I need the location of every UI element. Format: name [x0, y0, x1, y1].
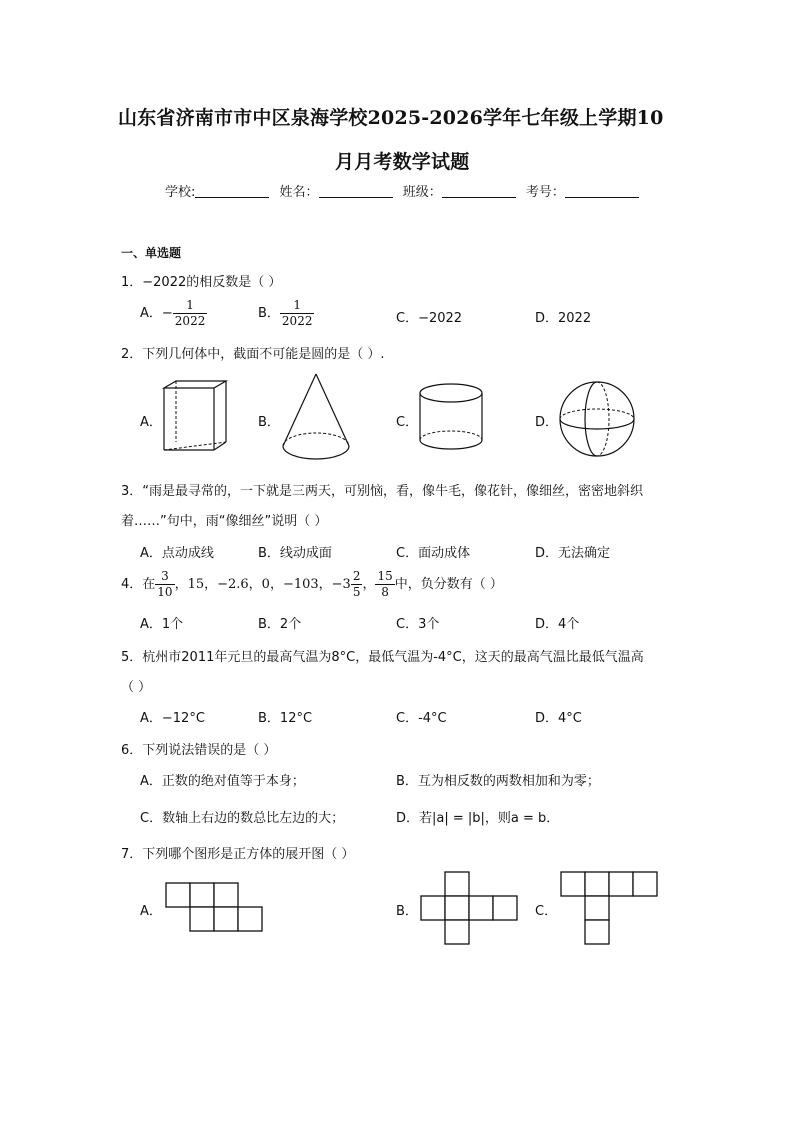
student-info-line: [165, 181, 645, 200]
cube-net-b-icon: [421, 872, 521, 946]
question-6-option-a[interactable]: A．正数的绝对值等于本身；: [140, 774, 305, 789]
fraction: $\frac{1}{2022}$: [281, 298, 313, 328]
question-1-option-c[interactable]: C．−2022: [396, 311, 463, 326]
question-2-option-b-label[interactable]: B．: [258, 415, 280, 430]
question-5-option-d[interactable]: D．4°C: [535, 711, 582, 726]
question-1-stem: 1．−2022的相反数是（ ）: [121, 275, 282, 290]
question-4-option-d[interactable]: D．4个: [535, 617, 580, 632]
sphere-icon: [558, 380, 638, 460]
cylinder-icon: [417, 382, 485, 462]
question-4-stem: 4．在 $\frac{3}{10}$ ，15，−2.6，0，−103，−3 $\frac{2}{5}$ ， $\frac{15}{8}$ 中，负分数有（ ）: [121, 569, 503, 599]
question-3-option-c[interactable]: C．面动成体: [396, 546, 471, 561]
cone-icon: [280, 372, 352, 464]
name-blank[interactable]: [319, 185, 393, 198]
question-2-option-a-label[interactable]: A．: [140, 415, 162, 430]
question-6-stem: 6．下列说法错误的是（ ）: [121, 743, 277, 758]
question-2-option-c-label[interactable]: C．: [396, 415, 419, 430]
question-4-option-c[interactable]: C．3个: [396, 617, 440, 632]
fraction: $\frac{3}{10}$: [157, 569, 173, 599]
question-7-option-c-label[interactable]: C．: [535, 904, 558, 919]
question-4-option-b[interactable]: B．2个: [258, 617, 302, 632]
question-3-option-b[interactable]: B．线动成面: [258, 546, 332, 561]
question-3-stem-line-1: 3．“雨是最寻常的，一下就是三两天，可别恼，看，像牛毛，像花针，像细丝，密密地斜织: [121, 484, 644, 499]
question-3-option-a[interactable]: A．点动成线: [140, 546, 214, 561]
exam-title-line-2: 月月考数学试题: [335, 151, 470, 173]
cube-net-c-icon: [561, 872, 659, 946]
school-blank[interactable]: [195, 185, 269, 198]
school-label: 学校:: [165, 185, 196, 200]
question-5-stem-line-1: 5．杭州市2011年元旦的最高气温为8°C，最低气温为-4°C，这天的最高气温比最低气温高: [121, 650, 644, 665]
fraction: $\frac{15}{8}$: [377, 569, 393, 599]
question-5-option-c[interactable]: C．-4°C: [396, 711, 447, 726]
question-5-option-a[interactable]: A．−12°C: [140, 711, 205, 726]
exam-number-label: 考号：: [525, 185, 565, 200]
name-label: 姓名：: [279, 185, 319, 200]
question-3-option-d[interactable]: D．无法确定: [535, 546, 611, 561]
question-5-option-b[interactable]: B．12°C: [258, 711, 313, 726]
fraction: $\frac{1}{2022}$: [174, 298, 206, 328]
question-4-option-a[interactable]: A．1个: [140, 617, 184, 632]
question-7-option-a-label[interactable]: A．: [140, 904, 162, 919]
class-blank[interactable]: [442, 185, 516, 198]
question-7-stem: 7．下列哪个图形是正方体的展开图（ ）: [121, 847, 355, 862]
question-6-option-b[interactable]: B．互为相反数的两数相加和为零；: [396, 774, 600, 789]
question-1-option-b[interactable]: B． $\frac{1}{2022}$: [258, 298, 313, 328]
question-2-option-d-label[interactable]: D．: [535, 415, 559, 430]
cube-net-a-icon: [166, 883, 264, 933]
question-7-option-b-label[interactable]: B．: [396, 904, 418, 919]
question-2-stem: 2．下列几何体中，截面不可能是圆的是（ ）.: [121, 347, 385, 362]
question-6-option-d[interactable]: D．若|a| = |b|，则a = b．: [396, 811, 560, 826]
question-1-option-d[interactable]: D．2022: [535, 311, 592, 326]
exam-title-line-1: 山东省济南市市中区泉海学校2025-2026学年七年级上学期10: [118, 107, 664, 129]
question-1-option-a[interactable]: A．− $\frac{1}{2022}$: [140, 298, 206, 328]
triangular-prism-icon: [160, 378, 232, 458]
question-6-option-c[interactable]: C．数轴上右边的数总比左边的大；: [140, 811, 345, 826]
question-3-stem-line-2: 着……”句中，雨“像细丝”说明（ ）: [121, 514, 328, 529]
section-title: 一、单选题: [121, 246, 182, 260]
exam-number-blank[interactable]: [565, 185, 639, 198]
question-5-stem-line-2: （ ）: [121, 680, 152, 695]
class-label: 班级：: [402, 185, 442, 200]
fraction: $\frac{2}{5}$: [352, 569, 361, 599]
